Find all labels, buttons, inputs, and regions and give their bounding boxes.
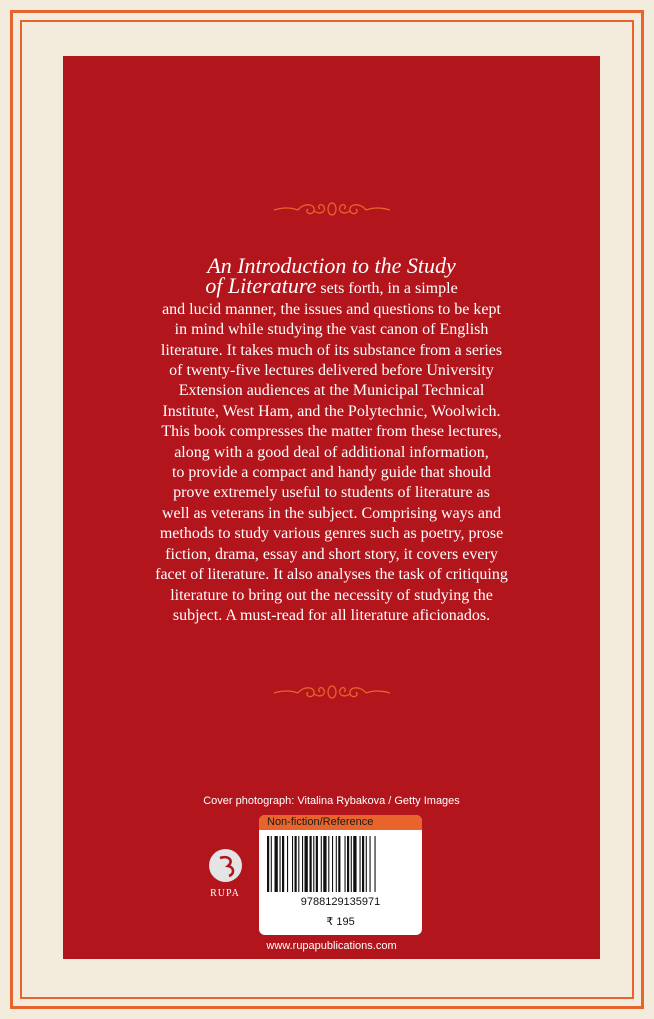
blurb-line: This book compresses the matter from these lectures, xyxy=(161,423,502,441)
blurb-line: fiction, drama, essay and short story, it covers every xyxy=(165,545,498,563)
isbn-number: 9788129135971 xyxy=(300,896,381,908)
publisher-logo-text: RUPA xyxy=(210,888,240,899)
blurb-line: sets forth, in a simple xyxy=(316,280,458,298)
blurb-line: prove extremely useful to students of literature as xyxy=(173,484,490,502)
top-ornament-icon xyxy=(63,200,600,218)
blurb-title-line-1: An Introduction to the Study xyxy=(207,253,456,278)
price-label: ₹ 195 xyxy=(326,916,355,928)
blurb-line: Extension audiences at the Municipal Technical xyxy=(178,382,485,400)
barcode-icon xyxy=(267,836,414,892)
blurb-line: of twenty-five lectures delivered before University xyxy=(169,362,494,380)
blurb-text xyxy=(83,253,580,626)
bottom-ornament-icon xyxy=(63,683,600,701)
blurb-line: subject. A must-read for all literature aficionados. xyxy=(172,606,491,624)
blurb-line: and lucid manner, the issues and questions to be kept xyxy=(162,300,501,318)
publisher-logo xyxy=(201,849,249,899)
blurb-line: methods to study various genres such as poetry, prose xyxy=(159,525,504,543)
barcode-label xyxy=(259,815,422,935)
photo-credit: Cover photograph: Vitalina Rybakova / Getty Images xyxy=(203,795,460,807)
blurb-line: in mind while studying the vast canon of English xyxy=(174,321,489,339)
publisher-url: www.rupapublications.com xyxy=(266,940,397,952)
blurb-line: to provide a compact and handy guide that should xyxy=(171,464,492,482)
blurb-line: facet of literature. It also analyses the task of critiquing xyxy=(155,566,508,584)
blurb-line: Institute, West Ham, and the Polytechnic, Woolwich. xyxy=(162,402,501,420)
blurb-line: literature. It takes much of its substance from a series xyxy=(160,341,503,359)
category-label: Non-fiction/Reference xyxy=(259,815,422,830)
back-cover-panel xyxy=(63,56,600,959)
blurb-line: literature to bring out the necessity of studying the xyxy=(170,586,493,604)
blurb-line: along with a good deal of additional information, xyxy=(174,443,489,461)
blurb-line: well as veterans in the subject. Comprising ways and xyxy=(161,504,502,522)
rupa-logo-icon xyxy=(209,849,242,882)
blurb-title-line-2: of Literature xyxy=(205,273,317,299)
